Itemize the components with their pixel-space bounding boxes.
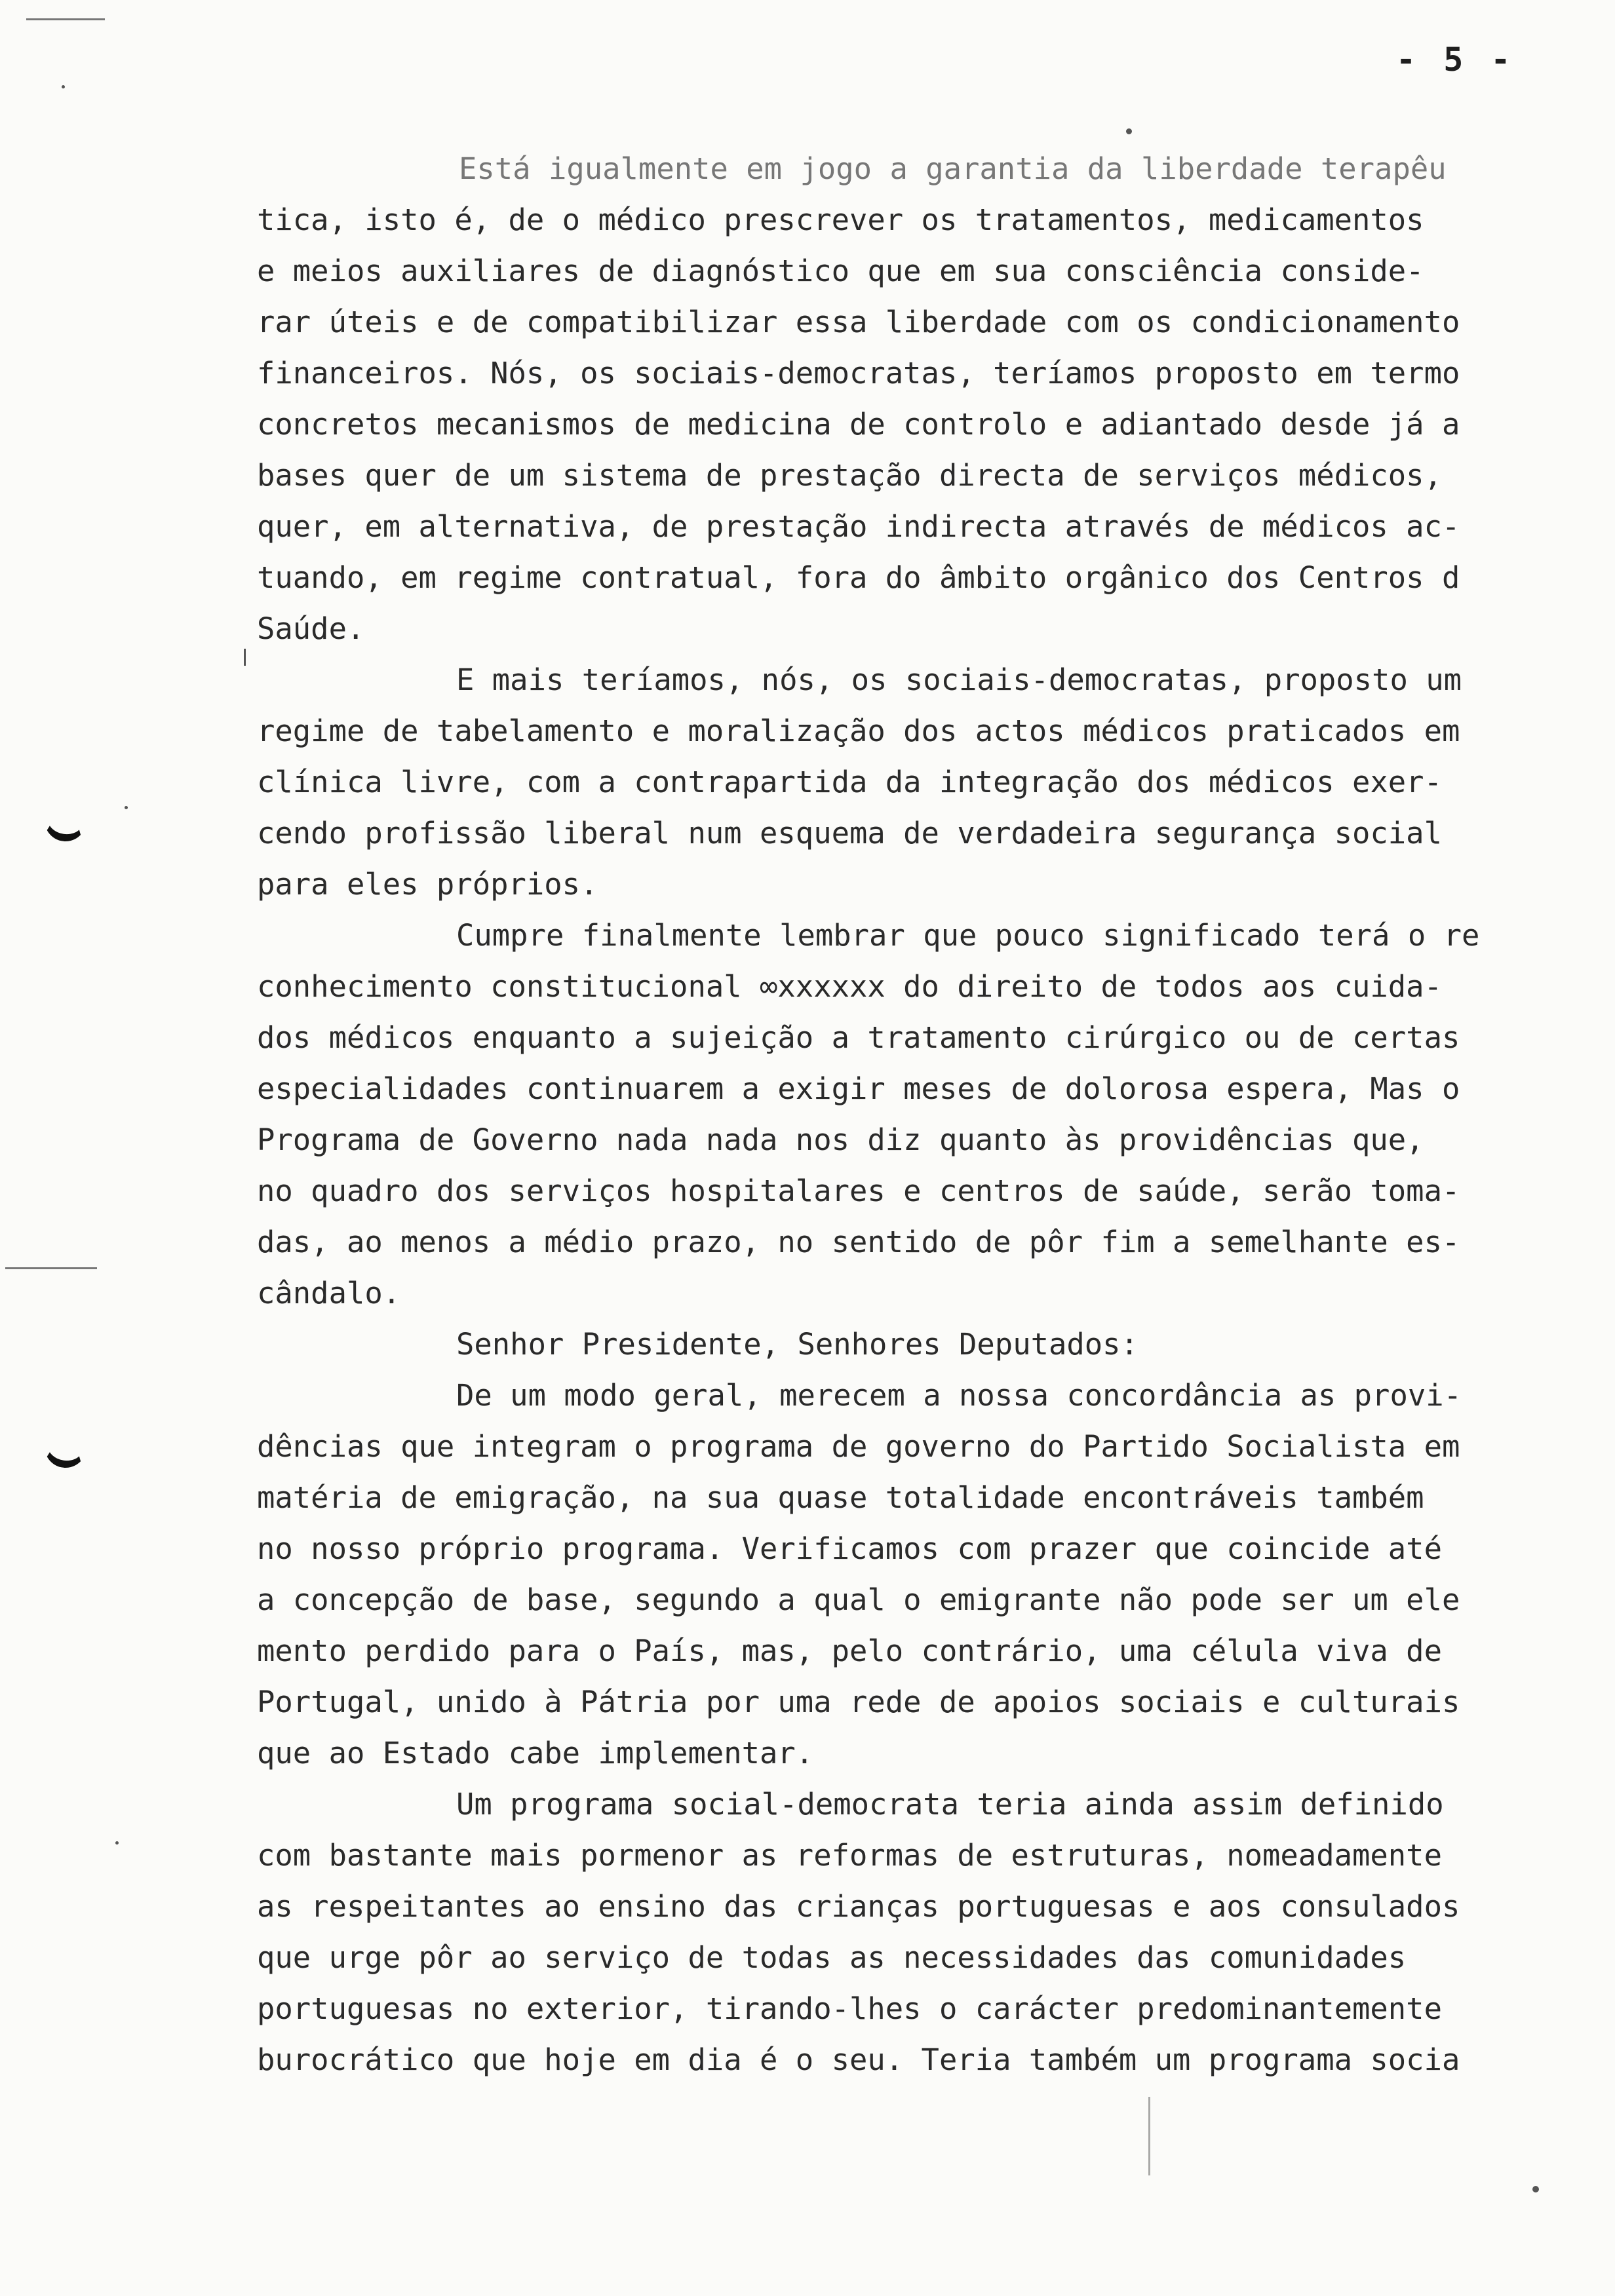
text-line: Senhor Presidente, Senhores Deputados: [456,1327,1138,1362]
text-line: cendo profissão liberal num esquema de verdadeira segurança social [257,816,1442,851]
text-line: e meios auxiliares de diagnóstico que em sua consciência conside- [257,254,1424,288]
text-line: Saúde. [257,611,365,646]
text-line: Portugal, unido à Pátria por uma rede de apoios sociais e culturais [257,1685,1460,1719]
text-line: cândalo. [257,1276,401,1311]
scan-speck [125,806,128,809]
text-line: concretos mecanismos de medicina de controlo e adiantado desde já a [257,407,1460,442]
text-line: bases quer de um sistema de prestação directa de serviços médicos, [257,458,1442,493]
text-line: Programa de Governo nada nada nos diz quanto às providências que, [257,1122,1424,1157]
text-line: rar úteis e de compatibilizar essa liberdade com os condicionamento [257,305,1460,339]
scan-speck [62,85,65,88]
text-line: no nosso próprio programa. Verificamos com prazer que coincide até [257,1531,1442,1566]
scan-artifact-line [5,1267,97,1269]
text-line: que urge pôr ao serviço de todas as necessidades das comunidades [257,1940,1407,1975]
text-line: matéria de emigração, na sua quase totalidade encontráveis também [257,1480,1424,1515]
scan-speck [1532,2186,1539,2192]
text-line: dências que integram o programa de governo do Partido Socialista em [257,1429,1460,1464]
text-line: Está igualmente em jogo a garantia da liberdade terapêu [459,151,1447,186]
text-line: portuguesas no exterior, tirando-lhes o carácter predominantemente [257,1991,1442,2026]
text-line: E mais teríamos, nós, os sociais-democratas, proposto um [456,662,1462,697]
text-line: que ao Estado cabe implementar. [257,1736,814,1770]
scan-speck [1126,128,1132,134]
text-line: conhecimento constitucional ∞xxxxxx do direito de todos aos cuida- [257,969,1442,1004]
text-line: regime de tabelamento e moralização dos actos médicos praticados em [257,714,1460,748]
text-line: quer, em alternativa, de prestação indirecta através de médicos ac- [257,509,1460,544]
text-line: as respeitantes ao ensino das crianças portuguesas e aos consulados [257,1889,1460,1924]
text-line: no quadro dos serviços hospitalares e centros de saúde, serão toma- [257,1174,1460,1208]
text-line: para eles próprios. [257,867,598,902]
punch-hole-mark [42,797,89,844]
text-line: dos médicos enquanto a sujeição a tratamento cirúrgico ou de certas [257,1020,1460,1055]
text-line: mento perdido para o País, mas, pelo contrário, uma célula viva de [257,1634,1442,1668]
text-line: financeiros. Nós, os sociais-democratas, teríamos proposto em termo [257,356,1460,391]
page-number: - 5 - [1396,41,1515,79]
scan-artifact-mark [244,649,246,666]
text-line: Um programa social-democrata teria ainda assim definido [456,1787,1444,1822]
punch-hole-mark [42,1423,89,1470]
text-line: clínica livre, com a contrapartida da integração dos médicos exer- [257,765,1442,799]
text-line: a concepção de base, segundo a qual o emigrante não pode ser um ele [257,1582,1460,1617]
scan-artifact-line [26,18,105,20]
scan-artifact-mark [1148,2097,1150,2175]
text-line: Cumpre finalmente lembrar que pouco significado terá o re [456,918,1480,953]
text-line: especialidades continuarem a exigir meses de dolorosa espera, Mas o [257,1071,1460,1106]
text-line: tuando, em regime contratual, fora do âmbito orgânico dos Centros d [257,560,1460,595]
text-line: burocrático que hoje em dia é o seu. Teria também um programa socia [257,2042,1460,2077]
scan-speck [115,1841,119,1845]
text-line: com bastante mais pormenor as reformas de estruturas, nomeadamente [257,1838,1442,1873]
text-line: tica, isto é, de o médico prescrever os tratamentos, medicamentos [257,202,1424,237]
text-line: De um modo geral, merecem a nossa concordância as provi- [456,1378,1462,1413]
text-line: das, ao menos a médio prazo, no sentido de pôr fim a semelhante es- [257,1225,1460,1259]
